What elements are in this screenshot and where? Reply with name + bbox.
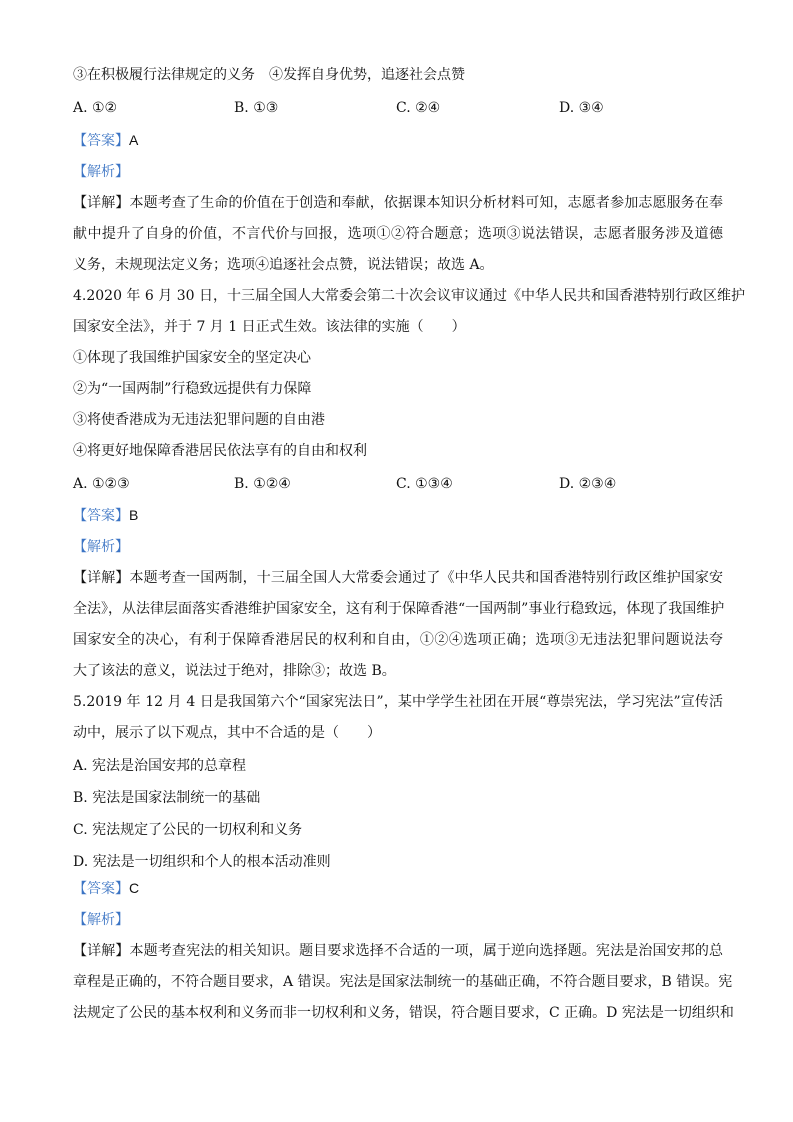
q5-answer [73,879,723,898]
q3-option-c: C. ②④ [396,100,441,116]
q4-option-c: C. ①③④ [396,476,453,492]
q5-detail-line-2: 章程是正确的，不符合题目要求，A 错误。宪法是国家法制统一的基础正确，不符合题目要求，B 错误。宪 [73,974,733,990]
q4-option-d: D. ②③④ [559,476,617,492]
q3-answer-value: A [129,132,139,148]
q4-stem-line-2: 国家安全法》，并于 7 月 1 日正式生效。该法律的实施（ ） [73,319,466,335]
q4-statement-4: ④将更好地保障香港居民依法享有的自由和权利 [73,443,367,459]
answer-tag: 【答案】 [73,881,129,897]
q4-statement-3: ③将使香港成为无违法犯罪问题的自由港 [73,412,325,428]
q4-detail-line-2: 全法》，从法律层面落实香港维护国家安全，这有利于保障香港“一国两制”事业行稳致远，体现了我国维护 [73,601,725,617]
q4-detail-line-4: 大了该法的意义，说法过于绝对，排除③；故选 B。 [73,663,396,679]
q3-statement-line: ③在积极履行法律规定的义务 ④发挥自身优势，追逐社会点赞 [73,67,465,83]
q5-option-b: B. 宪法是国家法制统一的基础 [73,790,261,806]
q4-answer-value: B [129,507,139,523]
q5-analysis-tag: 【解析】 [73,912,129,928]
q5-stem-line-2: 动中，展示了以下观点，其中不合适的是（ ） [73,725,381,741]
q4-option-b: B. ①②④ [234,476,291,492]
q3-answer [73,131,723,150]
q4-options [73,475,723,493]
q3-detail-line-2: 献中提升了自身的价值，不言代价与回报，选项①②符合题意；选项③说法错误，志愿者服务涉及道德 [73,226,723,242]
q4-detail-line-1: 【详解】本题考查一国两制，十三届全国人大常委会通过了《中华人民共和国香港特别行政区维护国家安 [73,570,723,586]
q5-answer-value: C [129,880,140,896]
q4-detail-line-3: 国家安全的决心，有利于保障香港居民的权利和自由，①②④选项正确；选项③无违法犯罪问题说法夸 [73,632,723,648]
q5-option-d: D. 宪法是一切组织和个人的根本活动准则 [73,854,331,870]
q5-stem-line-1: 5.2019 年 12 月 4 日是我国第六个“国家宪法日”，某中学学生社团在开展“尊崇宪法，学习宪法”宣传活 [73,694,723,710]
q5-option-a: A. 宪法是治国安邦的总章程 [73,758,247,774]
q3-option-b: B. ①③ [234,100,279,116]
q3-detail-line-1: 【详解】本题考查了生命的价值在于创造和奉献，依据课本知识分析材料可知，志愿者参加志愿服务在奉 [73,195,723,211]
q3-detail-line-3: 义务，未规现法定义务；选项④追逐社会点赞，说法错误；故选 A。 [73,257,494,273]
q4-option-a: A. ①②③ [73,476,130,492]
q4-statement-1: ①体现了我国维护国家安全的坚定决心 [73,350,311,366]
answer-tag: 【答案】 [73,508,129,524]
q3-option-d: D. ③④ [559,100,604,116]
answer-tag: 【答案】 [73,133,129,149]
q4-statement-2: ②为“一国两制”行稳致远提供有力保障 [73,381,312,397]
q4-answer [73,506,723,525]
q5-detail-line-3: 法规定了公民的基本权利和义务而非一切权利和义务，错误，符合题目要求，C 正确。D 宪法是一切组织和 [73,1005,734,1021]
q3-analysis-tag: 【解析】 [73,164,129,180]
q3-option-a: A. ①② [73,100,118,116]
q3-options [73,99,723,117]
q5-detail-line-1: 【详解】本题考查宪法的相关知识。题目要求选择不合适的一项，属于逆向选择题。宪法是治国安邦的总 [73,943,723,959]
q4-analysis-tag: 【解析】 [73,539,129,555]
q5-option-c: C. 宪法规定了公民的一切权利和义务 [73,822,303,838]
q4-stem-line-1: 4.2020 年 6 月 30 日，十三届全国人大常委会第二十次会议审议通过《中华人民共和国香港特别行政区维护 [73,288,745,304]
